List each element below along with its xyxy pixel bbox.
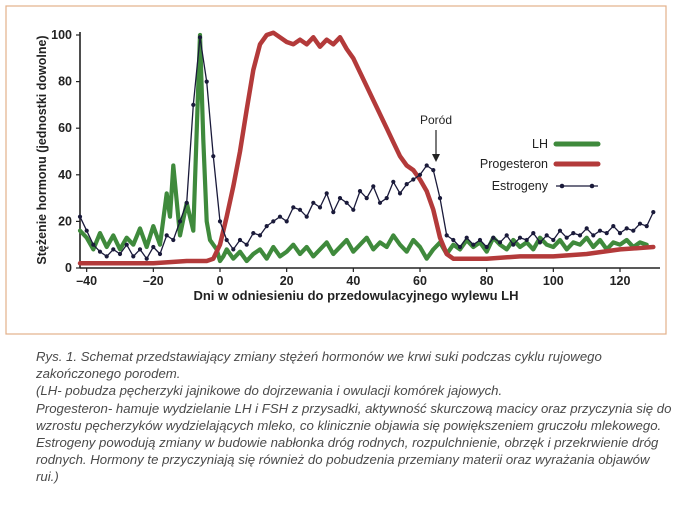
estrogeny-point bbox=[98, 250, 102, 254]
estrogeny-point bbox=[651, 210, 655, 214]
legend-label-lh: LH bbox=[532, 137, 548, 151]
figure-caption bbox=[36, 348, 672, 486]
x-tick-label: 120 bbox=[609, 274, 631, 288]
estrogeny-point bbox=[431, 168, 435, 172]
estrogeny-point bbox=[131, 254, 135, 258]
estrogeny-point bbox=[265, 224, 269, 228]
estrogeny-point bbox=[385, 196, 389, 200]
estrogeny-point bbox=[605, 231, 609, 235]
estrogeny-point bbox=[178, 219, 182, 223]
estrogeny-point bbox=[618, 231, 622, 235]
estrogeny-point bbox=[145, 257, 149, 261]
estrogeny-point bbox=[285, 219, 289, 223]
estrogeny-point bbox=[358, 189, 362, 193]
y-tick-label: 60 bbox=[58, 121, 72, 136]
estrogeny-point bbox=[338, 196, 342, 200]
estrogeny-point bbox=[125, 243, 129, 247]
estrogeny-point bbox=[631, 229, 635, 233]
estrogeny-point bbox=[198, 35, 202, 39]
estrogeny-point bbox=[471, 243, 475, 247]
estrogeny-point bbox=[511, 243, 515, 247]
estrogeny-point bbox=[505, 233, 509, 237]
estrogeny-point bbox=[518, 236, 522, 240]
estrogeny-point bbox=[591, 233, 595, 237]
y-tick-label: 80 bbox=[58, 74, 72, 89]
estrogeny-point bbox=[325, 191, 329, 195]
estrogeny-point bbox=[571, 231, 575, 235]
x-tick-label: 60 bbox=[413, 274, 427, 288]
estrogeny-point bbox=[425, 163, 429, 167]
estrogeny-point bbox=[465, 236, 469, 240]
estrogeny-point bbox=[365, 196, 369, 200]
estrogeny-point bbox=[398, 191, 402, 195]
legend-marker-estrogeny bbox=[590, 184, 595, 189]
estrogeny-point bbox=[371, 184, 375, 188]
estrogeny-point bbox=[491, 236, 495, 240]
estrogeny-point bbox=[418, 173, 422, 177]
caption-line: Rys. 1. Schemat przedstawiający zmiany stężeń hormonów we krwi suki podczas cyklu rujowego zakończonego porodem. bbox=[36, 349, 602, 382]
x-tick-label: –40 bbox=[76, 274, 98, 288]
legend-marker-estrogeny bbox=[560, 184, 565, 189]
estrogeny-point bbox=[78, 215, 82, 219]
estrogeny-point bbox=[391, 180, 395, 184]
estrogeny-point bbox=[485, 245, 489, 249]
x-axis-title: Dni w odniesieniu do przedowulacyjnego wylewu LH bbox=[193, 288, 519, 303]
caption-line: Progesteron- hamuje wydzielanie LH i FSH z przysadki, aktywność skurczową macicy oraz przyczynia się do wzrostu pęcherzyków wydzielających mleko, co klinicznie objawia się powiększeniem gruczołu mlekowego. bbox=[36, 400, 672, 433]
estrogeny-point bbox=[578, 233, 582, 237]
estrogeny-point bbox=[378, 201, 382, 205]
legend-label-progesteron: Progesteron bbox=[479, 157, 548, 171]
estrogeny-point bbox=[405, 182, 409, 186]
annotation-porod: Poród bbox=[419, 113, 453, 127]
estrogeny-point bbox=[185, 201, 189, 205]
estrogeny-point bbox=[271, 219, 275, 223]
y-tick-label: 100 bbox=[51, 28, 72, 42]
estrogeny-point bbox=[278, 215, 282, 219]
estrogeny-point bbox=[551, 238, 555, 242]
x-tick-label: 40 bbox=[346, 274, 361, 288]
estrogeny-point bbox=[525, 238, 529, 242]
estrogeny-point bbox=[305, 215, 309, 219]
estrogeny-point bbox=[311, 201, 315, 205]
estrogeny-point bbox=[245, 243, 249, 247]
y-tick-label: 20 bbox=[58, 214, 72, 229]
estrogeny-point bbox=[498, 240, 502, 244]
estrogeny-point bbox=[105, 254, 109, 258]
x-tick-label: –20 bbox=[142, 274, 164, 288]
estrogeny-point bbox=[331, 210, 335, 214]
caption-line: Estrogeny powodują zmiany w budowie nabłonka dróg rodnych, rozpulchnienie, obrzęk i przekrwienie dróg rodnych. Hormony te przyczyniają się również do pobudzenia przemiany materii oraz wyrażania objawów rui.) bbox=[36, 435, 659, 485]
estrogeny-point bbox=[138, 247, 142, 251]
estrogeny-point bbox=[411, 177, 415, 181]
x-tick-label: 80 bbox=[479, 274, 494, 288]
estrogeny-point bbox=[531, 231, 535, 235]
estrogeny-point bbox=[151, 245, 155, 249]
caption-line: (LH- pobudza pęcherzyki jajnikowe do dojrzewania i owulacji komórek jajowych. bbox=[36, 383, 503, 399]
estrogeny-point bbox=[251, 231, 255, 235]
y-tick-label: 40 bbox=[58, 167, 72, 182]
y-axis-title: Stężenie hormonu (jednostki dowolne) bbox=[35, 35, 49, 265]
estrogeny-point bbox=[118, 252, 122, 256]
estrogeny-point bbox=[158, 252, 162, 256]
estrogeny-point bbox=[458, 245, 462, 249]
x-tick-label: 100 bbox=[542, 274, 564, 288]
estrogeny-point bbox=[211, 154, 215, 158]
estrogeny-point bbox=[191, 103, 195, 107]
estrogeny-point bbox=[298, 208, 302, 212]
estrogeny-point bbox=[625, 226, 629, 230]
estrogeny-point bbox=[478, 238, 482, 242]
estrogeny-point bbox=[171, 238, 175, 242]
estrogeny-point bbox=[231, 247, 235, 251]
estrogeny-point bbox=[85, 229, 89, 233]
estrogeny-point bbox=[345, 201, 349, 205]
estrogeny-point bbox=[238, 238, 242, 242]
estrogeny-point bbox=[205, 80, 209, 84]
x-tick-label: 0 bbox=[216, 274, 224, 288]
estrogeny-point bbox=[598, 229, 602, 233]
estrogeny-point bbox=[111, 247, 115, 251]
y-tick-label: 0 bbox=[65, 261, 72, 275]
legend-label-estrogeny: Estrogeny bbox=[491, 179, 548, 193]
estrogeny-point bbox=[451, 238, 455, 242]
estrogeny-point bbox=[538, 240, 542, 244]
estrogeny-point bbox=[218, 219, 222, 223]
estrogeny-point bbox=[445, 233, 449, 237]
estrogeny-point bbox=[545, 233, 549, 237]
estrogeny-point bbox=[291, 205, 295, 209]
estrogeny-point bbox=[351, 208, 355, 212]
estrogeny-point bbox=[558, 229, 562, 233]
estrogeny-point bbox=[565, 236, 569, 240]
estrogeny-point bbox=[638, 222, 642, 226]
estrogeny-point bbox=[258, 233, 262, 237]
estrogeny-point bbox=[438, 196, 442, 200]
estrogeny-point bbox=[611, 224, 615, 228]
estrogeny-point bbox=[165, 233, 169, 237]
estrogeny-point bbox=[91, 243, 95, 247]
figure-border bbox=[6, 6, 666, 334]
estrogeny-point bbox=[225, 238, 229, 242]
estrogeny-point bbox=[645, 224, 649, 228]
estrogeny-point bbox=[318, 205, 322, 209]
x-tick-label: 20 bbox=[279, 274, 294, 288]
estrogeny-point bbox=[585, 226, 589, 230]
